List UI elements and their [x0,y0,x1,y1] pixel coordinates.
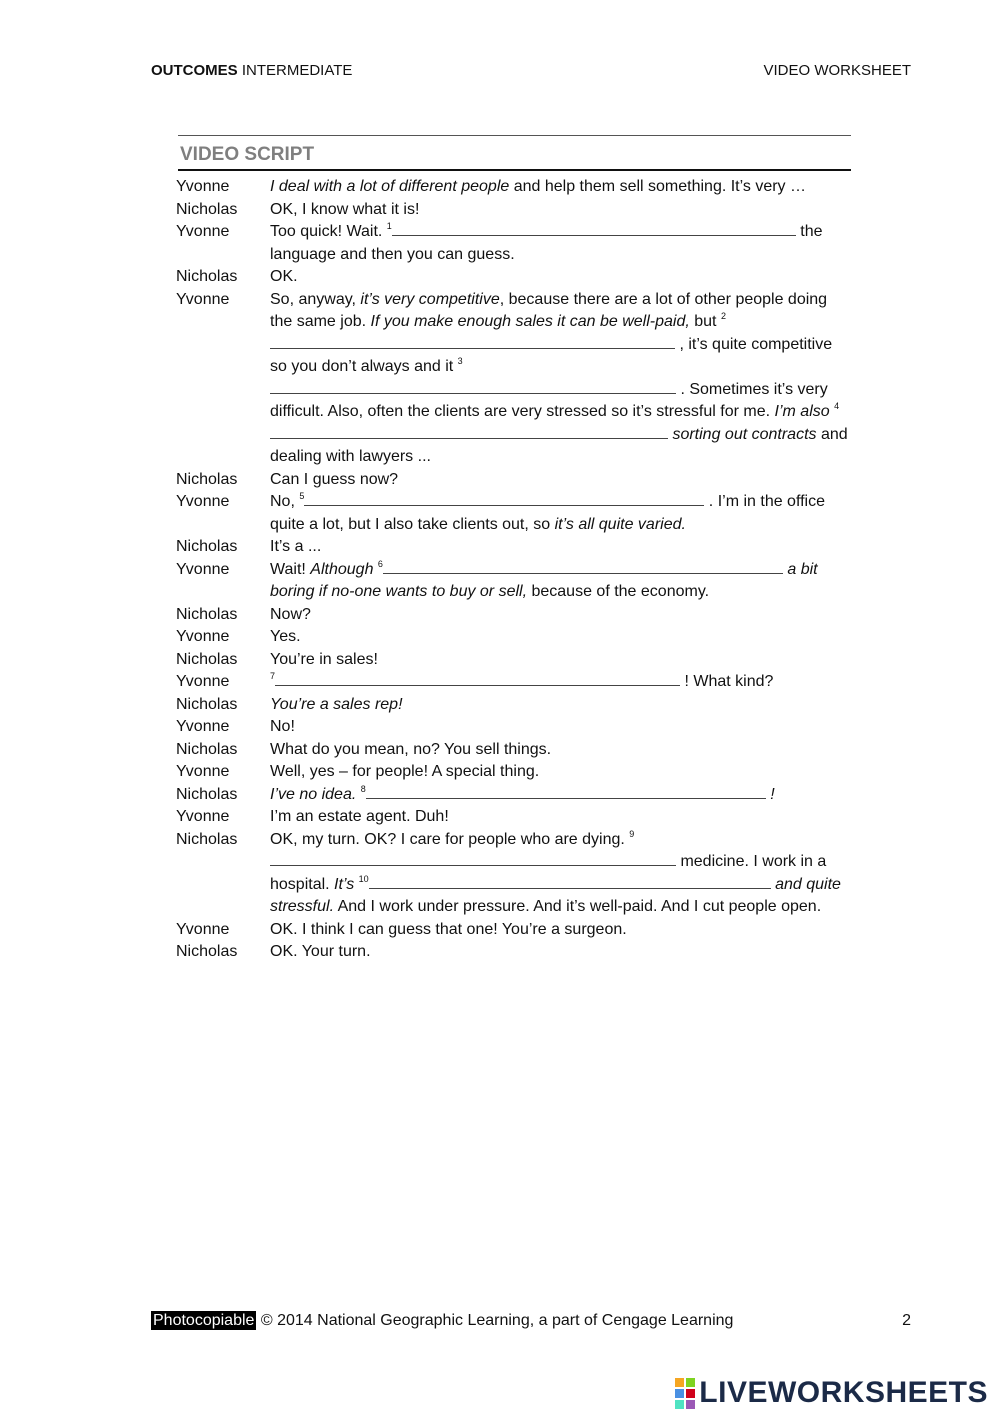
logo-wordmark: LIVEWORKSHEETS [699,1376,988,1409]
script-turn [176,491,848,536]
script-turn [176,221,848,266]
script-turn [176,559,848,604]
gap-number: 1 [386,221,392,231]
speech-run: Wait! [270,560,311,578]
script-turn [176,829,848,919]
speaker-name: Yvonne [176,808,230,825]
speech-italic: ! [765,785,775,803]
script-turn [176,671,848,694]
speech-text: Now? [270,605,311,623]
speech-italic: It’s [334,875,359,893]
video-script [176,176,848,964]
header-worksheet-type: VIDEO WORKSHEET [763,62,911,79]
speech-text: No! [270,718,295,735]
speaker-name: Nicholas [176,605,238,623]
script-turn [176,694,848,717]
answer-blank-1[interactable] [392,221,796,236]
speech-run: OK, my turn. OK? I care for people who are dying. [270,830,630,848]
speaker-name: Nicholas [176,268,238,285]
speaker-name: Yvonne [176,920,230,938]
speech-text: I’m an estate agent. Duh! [270,808,449,825]
liveworksheets-logo [675,1376,988,1410]
script-turn [176,919,848,942]
speaker-name: Yvonne [176,763,230,780]
answer-blank-4[interactable] [270,424,668,439]
speech-run: So, anyway, [270,290,361,308]
header-level: INTERMEDIATE [241,62,353,79]
speech-text: OK. [270,268,298,285]
answer-blank-7[interactable] [275,671,680,686]
script-turn [176,761,848,784]
speech-text: You’re in sales! [270,650,378,668]
logo-square [675,1389,684,1398]
logo-square [675,1400,684,1409]
speaker-name: Nicholas [176,830,238,848]
logo-square [686,1389,695,1398]
speech-italic: I deal with a lot of different people [270,178,510,195]
speech-italic: I’ve no idea. [270,785,361,803]
logo-square [675,1378,684,1387]
speech-text: Can I guess now? [270,470,399,488]
speech-text: Well, yes – for people! A special thing. [270,763,540,780]
speech-text [270,176,848,199]
speech-run: because of the economy. [527,583,710,600]
speech-text: What do you mean, no? You sell things. [270,740,552,758]
speech-italic: If you make enough sales it can be well-paid, [370,313,690,330]
gap-number: 4 [834,401,840,411]
answer-blank-9[interactable] [270,851,676,866]
speech-text [270,829,848,919]
speaker-name: Yvonne [176,178,230,195]
speaker-name: Yvonne [176,628,230,645]
page-footer [151,1312,911,1330]
speech-run: Too quick! Wait. [270,223,387,240]
script-turn [176,784,848,807]
speech-italic: it’s all quite varied. [554,515,686,533]
speech-text [270,694,848,717]
photocopiable-badge: Photocopiable [153,1312,255,1329]
script-turn [176,199,848,222]
speech-run: , it’s quite competitive so you don’t always and it [270,335,833,375]
speaker-name: Nicholas [176,695,238,713]
script-turn [176,289,848,469]
answer-blank-6[interactable] [383,559,783,574]
speech-text [270,491,848,536]
script-turn [176,604,848,627]
speaker-name: Nicholas [176,538,238,555]
speaker-name: Yvonne [176,673,230,690]
gap-number: 6 [377,558,383,569]
gap-number: 7 [270,671,276,681]
gap-number: 2 [720,311,726,321]
speech-italic: sorting out contracts [668,425,817,443]
logo-square [686,1378,695,1387]
gap-number: 5 [299,491,305,501]
script-turn [176,176,848,199]
speaker-name: Yvonne [176,560,230,578]
script-turn [176,806,848,829]
speaker-name: Yvonne [176,290,230,308]
speech-text: OK. Your turn. [270,943,371,960]
speaker-name: Yvonne [176,493,230,510]
answer-blank-5[interactable] [304,491,704,506]
speech-run: but [689,313,721,330]
speech-italic: Although [310,560,378,578]
speech-text [270,671,848,694]
script-turn [176,649,848,672]
speaker-name: Nicholas [176,740,238,758]
speech-text [270,784,848,807]
speaker-name: Nicholas [176,470,238,488]
speaker-name: Nicholas [176,785,238,803]
script-turn [176,716,848,739]
speech-run: the language and then you can guess. [270,223,823,263]
speech-text [270,221,848,266]
speaker-name: Nicholas [176,943,238,960]
speech-text: Yes. [270,628,301,645]
speech-italic: You’re a sales rep! [270,695,403,713]
script-turn [176,739,848,762]
answer-blank-10[interactable] [369,874,771,889]
speech-text: OK, I know what it is! [270,200,420,218]
speech-run: and dealing with lawyers ... [270,425,848,465]
speech-text: It’s a ... [270,538,322,555]
speech-run: ! What kind? [680,673,774,690]
gap-number: 10 [358,873,369,884]
script-turn [176,266,848,289]
speech-run: , because there are a lot of other people doing the same job. [270,290,828,330]
speech-italic: it’s very competitive [360,290,500,308]
speech-italic: I’m also [774,403,835,420]
speech-run: . I’m in the office quite a lot, but I also take clients out, so [270,493,826,533]
speech-italic: a bit boring if no-one wants to buy or sell, [270,560,818,600]
speech-run: medicine. I work in a hospital. [270,853,827,893]
speaker-name: Yvonne [176,718,230,735]
speech-text: OK. I think I can guess that one! You’re a surgeon. [270,920,627,938]
copyright-notice: © 2014 National Geographic Learning, a part of Cengage Learning [256,1312,734,1329]
gap-number: 8 [360,783,366,794]
answer-blank-8[interactable] [366,784,766,799]
speaker-name: Yvonne [176,223,230,240]
script-turn [176,469,848,492]
section-title-block [178,135,851,171]
logo-mark-icon [675,1378,695,1409]
gap-number: 3 [457,356,463,366]
speech-text [270,559,848,604]
logo-square [686,1400,695,1409]
gap-number: 9 [629,828,635,839]
speech-run: And I work under pressure. And it’s well-paid. And I cut people open. [334,898,822,915]
title-bottom-rule [178,169,851,171]
answer-blank-2[interactable] [270,334,675,349]
page-number: 2 [902,1312,911,1329]
section-title: VIDEO SCRIPT [180,144,315,165]
script-turn [176,626,848,649]
header-brand: OUTCOMES [151,62,238,79]
header-course [151,62,352,79]
speaker-name: Nicholas [176,650,238,668]
speech-run: No, [270,493,300,510]
speech-run: . Sometimes it’s very difficult. Also, often the clients are very stressed so it’s stressful for me. [270,380,828,420]
speech-italic: and quite stressful. [270,875,841,915]
script-turn [176,941,848,964]
answer-blank-3[interactable] [270,379,676,394]
page-header [151,62,911,82]
speech-text [270,289,848,469]
speech-run: and help them sell something. It’s very … [509,178,806,195]
script-turn [176,536,848,559]
speaker-name: Nicholas [176,200,238,218]
